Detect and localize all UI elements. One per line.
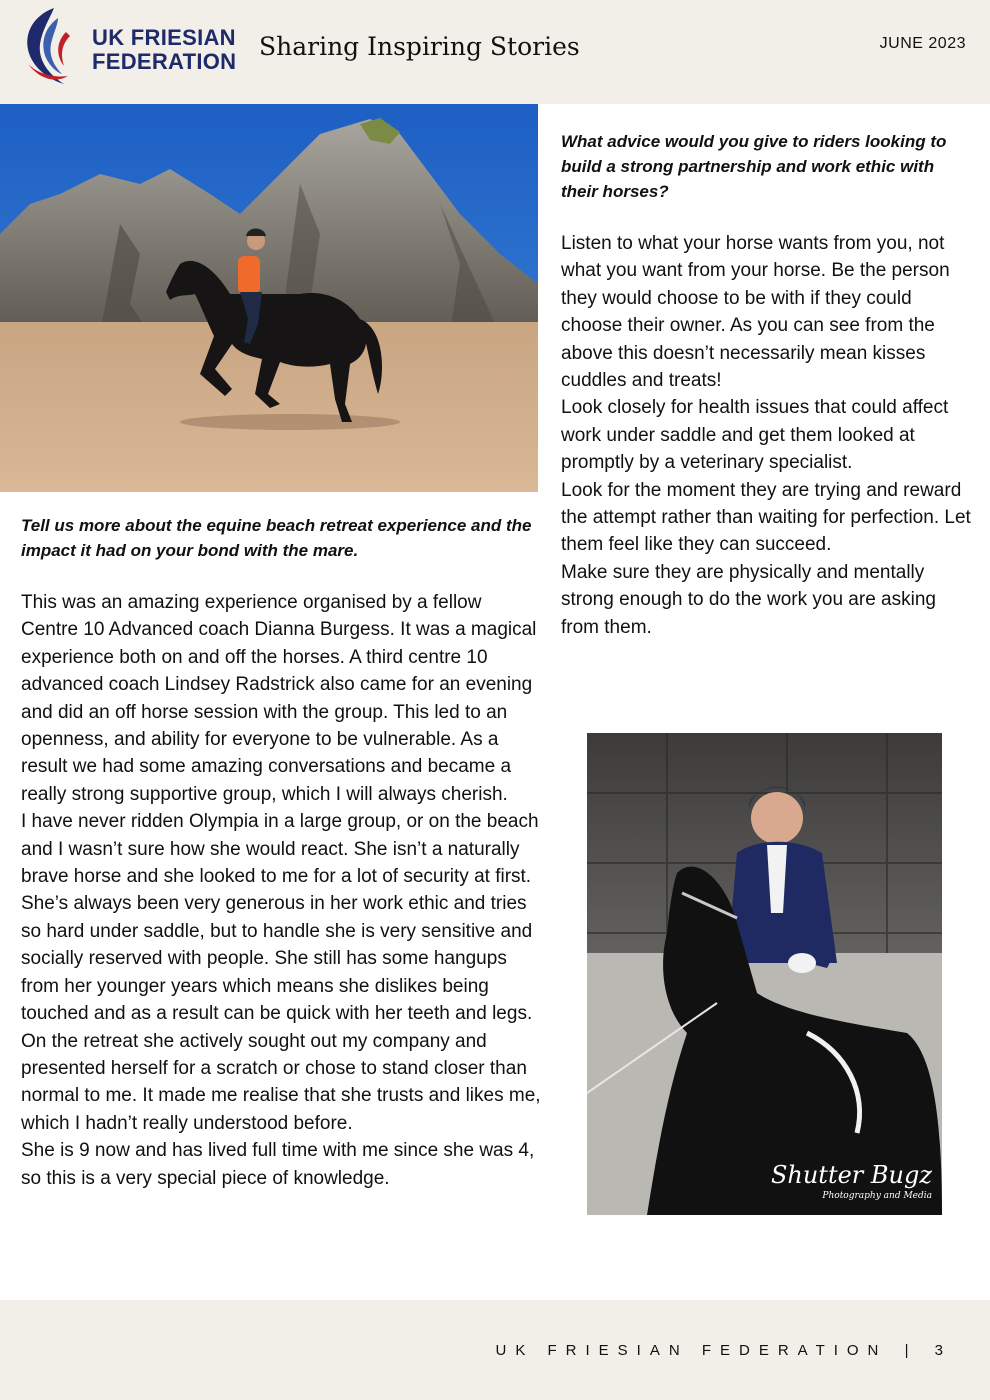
answer-paragraph: She is 9 now and has lived full time with me since she was 4, so this is a very special piece of knowledge. [21, 1140, 535, 1189]
beach-retreat-question: Tell us more about the equine beach retreat experience and the impact it had on your bond with the mare. [21, 516, 532, 560]
federation-wordmark [92, 26, 236, 74]
answer-paragraph: I have never ridden Olympia in a large group, or on the beach and I wasn’t sure how she would react. She isn’t a naturally brave horse and she looked to me for a lot of security at first. She’s always been very generous in her work ethic and tries so hard under saddle, but to handle she is very sensitive and socially reserved with people. She still has some hangups from her younger years which means she dislikes being touched and as a result can be quick with her teeth and legs. [21, 811, 539, 1025]
advice-question: What advice would you give to riders looking to build a strong partnership and work ethic with their horses? [561, 132, 947, 201]
answer-paragraph: Look closely for health issues that could affect work under saddle and get them looked at promptly by a veterinary specialist. [561, 397, 949, 474]
footer-publication-name: UK FRIESIAN FEDERATION [495, 1342, 888, 1359]
answer-paragraph: This was an amazing experience organised by a fellow Centre 10 Advanced coach Dianna Burgess. It was a magical experience both on and off the horses. A third centre 10 advanced coach Lindsey Radstrick also came for an evening and did an off horse session with the group. This led to an openness, and ability for everyone to be vulnerable. As a result we had some amazing conversations and became a really strong supportive group, which I will always cherish. [21, 592, 537, 805]
footer-publication-line [495, 1342, 952, 1359]
issue-date: JUNE 2023 [879, 35, 966, 52]
dressage-arena-photo [587, 733, 942, 1215]
horse-rider-arena-image [587, 733, 942, 1215]
beach-retreat-answer [21, 589, 543, 1192]
answer-paragraph: Listen to what your horse wants from you, not what you want from your horse. Be the person they would choose to be with if they could choose their owner. As you can see from the above this doesn’t necessarily mean kisses cuddles and treats! [561, 233, 950, 392]
advice-answer [561, 230, 971, 641]
beach-retreat-photo [0, 104, 538, 492]
logo-line-1: UK FRIESIAN [92, 25, 236, 50]
right-column [561, 129, 971, 641]
logo-line-2: FEDERATION [92, 49, 237, 74]
horse-rider-beach-image [0, 104, 538, 492]
page-header [0, 0, 990, 104]
photographer-watermark [771, 1161, 932, 1201]
answer-paragraph: Look for the moment they are trying and reward the attempt rather than waiting for perfection. Let them feel like they can succeed. [561, 479, 971, 556]
answer-paragraph: Make sure they are physically and mentally strong enough to do the work you are asking from them. [561, 561, 936, 638]
friesian-federation-logo-icon [14, 4, 78, 88]
watermark-brand: Shutter Bugz [770, 1161, 932, 1189]
page-footer [0, 1300, 990, 1400]
watermark-subtitle: Photography and Media [822, 1191, 932, 1201]
footer-separator: | [904, 1342, 918, 1359]
header-tagline: Sharing Inspiring Stories [259, 32, 580, 61]
page-number: 3 [934, 1342, 952, 1359]
answer-paragraph: On the retreat she actively sought out my company and presented herself for a scratch or chose to stand closer than normal to me. It made me realise that she trusts and likes me, which I hadn’t really understood before. [21, 1030, 541, 1134]
left-column [21, 513, 543, 1192]
